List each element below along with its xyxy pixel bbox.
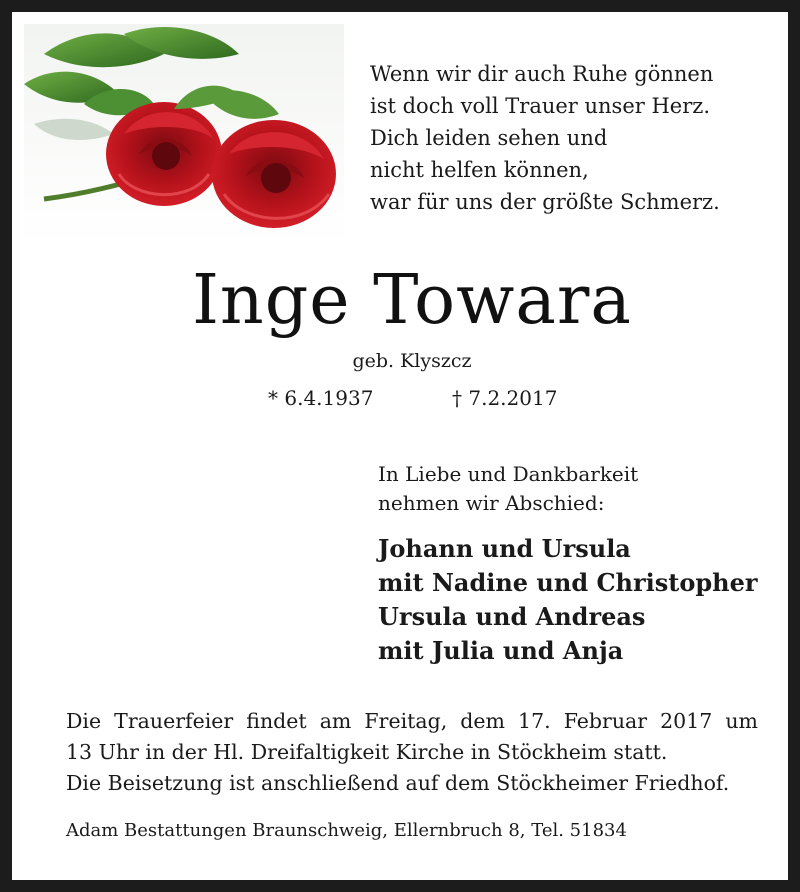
funeral-service-info	[66, 706, 758, 799]
farewell-line: nehmen wir Abschied:	[378, 491, 605, 515]
poem-line: ist doch voll Trauer unser Herz.	[370, 94, 710, 118]
death-date: † 7.2.2017	[452, 386, 558, 410]
red-roses-image	[24, 24, 344, 244]
birth-date: * 6.4.1937	[268, 386, 374, 410]
funeral-home-contact: Adam Bestattungen Braunschweig, Ellernbruch 8, Tel. 51834	[66, 820, 627, 841]
farewell-text	[378, 460, 638, 518]
mourner-entry: mit Nadine und Christopher	[378, 568, 758, 597]
deceased-name: Inge Towara	[192, 261, 632, 340]
mourner-entry: Ursula und Andreas	[378, 602, 646, 631]
farewell-line: In Liebe und Dankbarkeit	[378, 462, 639, 486]
service-line: Die Beisetzung ist anschließend auf dem Stöckheimer Friedhof.	[66, 771, 730, 795]
poem-line: Dich leiden sehen und	[370, 126, 608, 150]
poem-line: Wenn wir dir auch Ruhe gönnen	[370, 62, 714, 86]
service-line: Die Trauerfeier findet am Freitag, dem 17. Februar 2017 um	[66, 709, 758, 733]
mourner-entry: Johann und Ursula	[378, 534, 631, 563]
memorial-poem	[370, 58, 720, 218]
maiden-name: geb. Klyszcz	[352, 350, 472, 372]
mourner-entry: mit Julia und Anja	[378, 636, 624, 665]
poem-line: nicht helfen können,	[370, 158, 589, 182]
poem-line: war für uns der größte Schmerz.	[370, 190, 720, 214]
service-line: 13 Uhr in der Hl. Dreifaltigkeit Kirche in Stöckheim statt.	[66, 740, 668, 764]
mourners-list	[378, 532, 758, 668]
